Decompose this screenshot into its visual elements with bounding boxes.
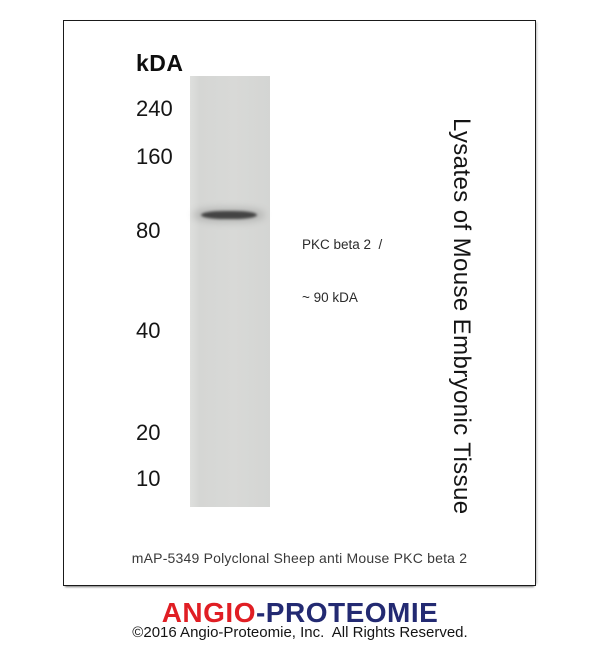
copyright-line: ©2016 Angio-Proteomie, Inc. All Rights Reserved. bbox=[132, 624, 468, 641]
logo-part-proteomie: PROTEOMIE bbox=[265, 597, 439, 628]
band-annotation-line2: ~ 90 kDA bbox=[302, 289, 358, 305]
kda-units-header: kDA bbox=[136, 50, 184, 76]
band-annotation-line1: PKC beta 2 / bbox=[302, 237, 383, 252]
protein-band bbox=[201, 211, 257, 219]
mw-marker-240: 240 bbox=[136, 96, 173, 121]
mw-marker-10: 10 bbox=[136, 466, 161, 491]
logo-part-angio: ANGIO bbox=[161, 597, 256, 628]
band-annotation bbox=[302, 201, 382, 341]
mw-marker-20: 20 bbox=[136, 420, 161, 445]
mw-marker-160: 160 bbox=[136, 144, 173, 169]
mw-marker-80: 80 bbox=[136, 218, 161, 243]
gel-lane bbox=[190, 76, 270, 507]
sample-side-label: Lysates of Mouse Embryonic Tissue bbox=[448, 118, 475, 515]
mw-marker-40: 40 bbox=[136, 318, 161, 343]
logo-hyphen: - bbox=[255, 597, 266, 628]
antibody-caption: mAP-5349 Polyclonal Sheep anti Mouse PKC beta 2 bbox=[131, 550, 468, 566]
figure-border-box bbox=[63, 20, 536, 586]
